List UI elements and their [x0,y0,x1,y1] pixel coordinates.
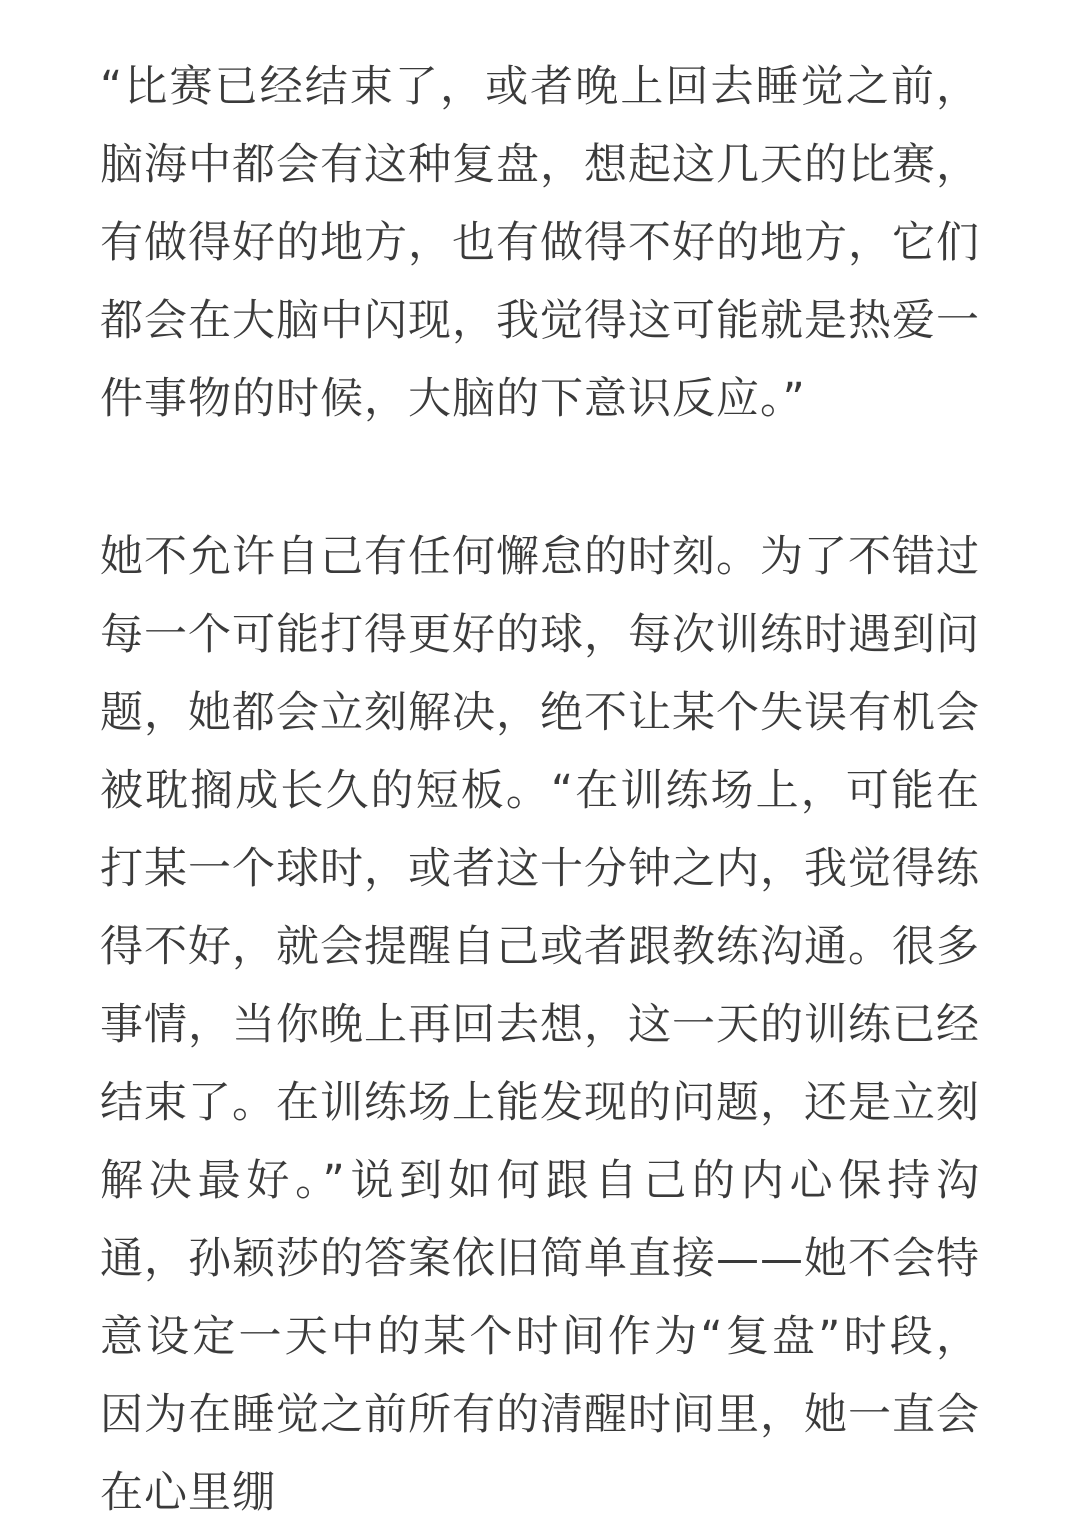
article-body [100,48,980,1532]
article-paragraph: 她不允许自己有任何懈怠的时刻。为了不错过每一个可能打得更好的球，每次训练时遇到问题，她都会立刻解决，绝不让某个失误有机会被耽搁成长久的短板。“在训练场上，可能在打某一个球时，或者这十分钟之内，我觉得练得不好，就会提醒自己或者跟教练沟通。很多事情，当你晚上再回去想，这一天的训练已经结束了。在训练场上能发现的问题，还是立刻解决最好。”说到如何跟自己的内心保持沟通，孙颖莎的答案依旧简单直接——她不会特意设定一天中的某个时间作为“复盘”时段，因为在睡觉之前所有的清醒时间里，她一直会在心里绷 [100,532,980,1518]
article-paragraph: “比赛已经结束了，或者晚上回去睡觉之前，脑海中都会有这种复盘，想起这几天的比赛，有做得好的地方，也有做得不好的地方，它们都会在大脑中闪现，我觉得这可能就是热爱一件事物的时候，大脑的下意识反应。” [100,62,980,424]
